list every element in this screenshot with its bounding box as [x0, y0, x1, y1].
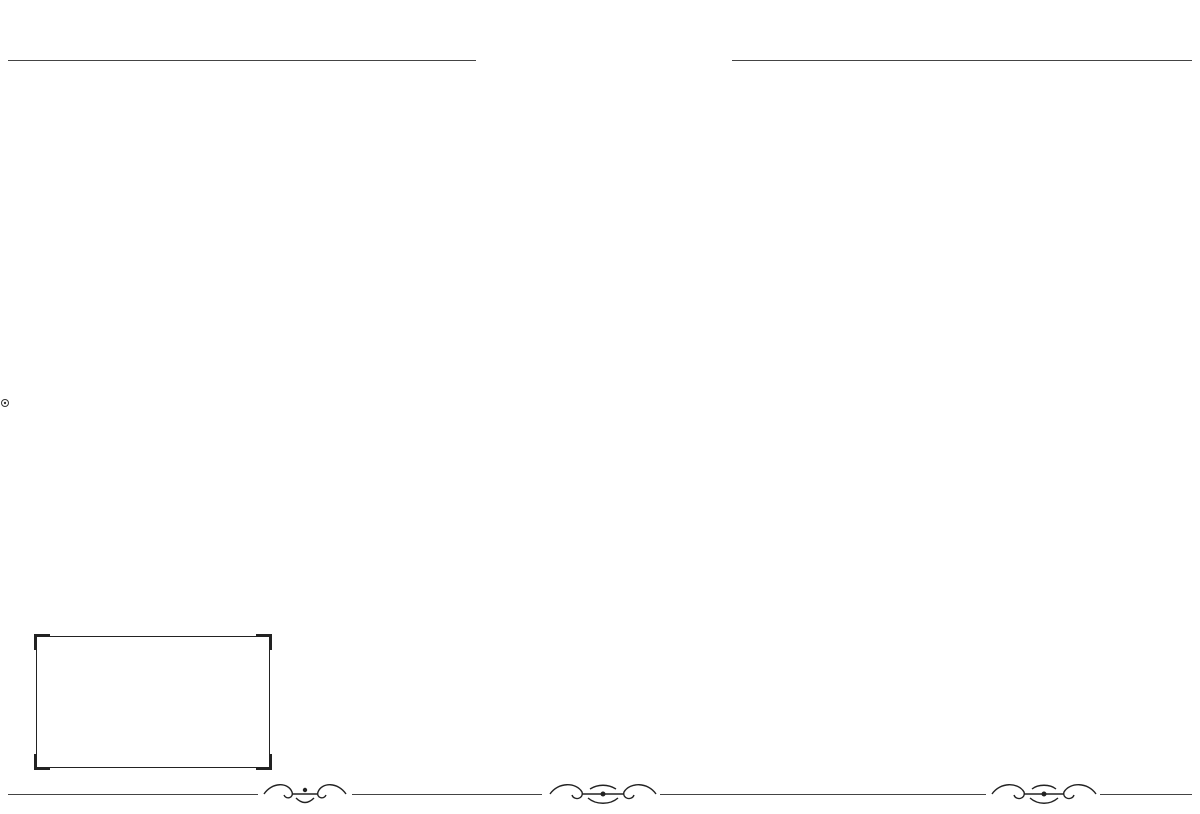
bottom-rule-3 — [660, 794, 986, 795]
section-title-salate — [333, 181, 583, 203]
section-title-kinder — [36, 247, 286, 269]
title-rule-right — [732, 60, 1192, 61]
section-title-spaetzle — [926, 86, 1176, 108]
section-title-zwei — [333, 121, 583, 165]
column-4 — [926, 86, 1176, 234]
scroll-ornament-icon-right — [988, 782, 1100, 806]
bottom-rule-4 — [1100, 794, 1192, 795]
section-title-leib — [629, 86, 879, 108]
additive-footnotes — [926, 714, 1196, 721]
column-1 — [36, 86, 286, 277]
section-title-brotzeit — [926, 205, 1176, 227]
section-title-suppen — [36, 86, 286, 108]
section-title-steaks — [629, 203, 879, 225]
schnitzelfest-box — [36, 636, 270, 768]
title-rule-left — [8, 60, 476, 61]
column-3 — [629, 86, 879, 231]
column-2 — [333, 86, 583, 209]
scroll-ornament-icon — [258, 782, 352, 806]
scroll-ornament-icon-center — [546, 782, 660, 806]
bottom-rule-1 — [8, 794, 258, 795]
bottom-rule-2 — [352, 794, 542, 795]
section-title-toasts — [36, 162, 286, 184]
section-title-fisch — [629, 145, 879, 167]
section-title-beilagen — [926, 145, 1176, 167]
title-row — [0, 16, 1200, 66]
section-title-liebsta — [333, 86, 583, 108]
registration-mark-icon — [0, 398, 10, 408]
